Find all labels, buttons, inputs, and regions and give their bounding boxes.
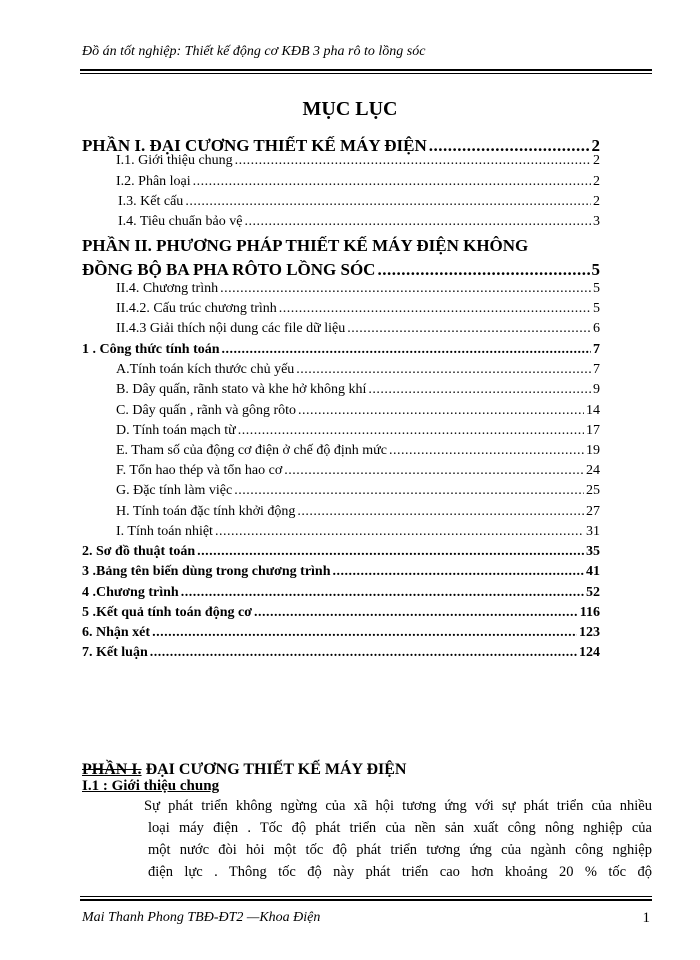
toc-entry-page: 41 bbox=[586, 564, 600, 579]
toc-entry[interactable] bbox=[116, 301, 600, 317]
toc-entry-page: 116 bbox=[579, 605, 600, 620]
toc-entry-page: 5 bbox=[593, 301, 600, 316]
page-number: 1 bbox=[642, 910, 650, 926]
toc-entry-page: 52 bbox=[586, 585, 600, 600]
running-header: Đồ án tốt nghiệp: Thiết kế động cơ KĐB 3 pha rô to lồng sóc bbox=[82, 44, 426, 59]
toc-entry[interactable] bbox=[116, 524, 600, 540]
toc-entry-text: I.2. Phân loại bbox=[116, 174, 191, 189]
toc-entry-page: 3 bbox=[593, 214, 600, 229]
toc-entry-text: 5 .Kết quả tính toán động cơ bbox=[82, 605, 252, 620]
toc-entry[interactable] bbox=[116, 321, 600, 337]
header-rule-thick bbox=[80, 69, 652, 71]
toc-entry-page: 19 bbox=[586, 443, 600, 458]
paragraph-line: điện lực . Thông tốc độ này phát triển cao hơn khoảng 20 % tốc độ bbox=[148, 864, 652, 880]
toc-entry-page: 2 bbox=[591, 136, 600, 155]
footer-rule-thin bbox=[80, 896, 652, 897]
toc-entry-text: I.4. Tiêu chuẩn bảo vệ bbox=[118, 214, 243, 229]
toc-entry-page: 25 bbox=[586, 483, 600, 498]
paragraph-line: loại máy điện . Tốc độ phát triển của nền sản xuất công nông nghiệp của bbox=[148, 820, 652, 836]
paragraph-line: một nước đòi hỏi một tốc độ phát triển tương ứng của ngành công nghiệp bbox=[148, 842, 652, 858]
toc-entry-page: 5 bbox=[591, 260, 600, 279]
toc-entry-text: F. Tổn hao thép và tổn hao cơ bbox=[116, 463, 283, 478]
toc-title: MỤC LỤC bbox=[302, 98, 398, 120]
toc-entry-page: 2 bbox=[593, 153, 600, 168]
paragraph-line: Sự phát triển không ngừng của xã hội tương ứng với sự phát triển của nhiều bbox=[144, 798, 652, 814]
toc-entry[interactable] bbox=[82, 564, 600, 580]
toc-entry-text: C. Dây quấn , rãnh và gông rôto bbox=[116, 403, 297, 418]
toc-entry[interactable] bbox=[116, 382, 600, 398]
toc-entry[interactable] bbox=[82, 544, 600, 560]
toc-entry-page: 27 bbox=[586, 504, 600, 519]
toc-entry[interactable] bbox=[116, 403, 600, 419]
toc-entry-text: I.3. Kết cấu bbox=[118, 194, 184, 209]
section-heading bbox=[82, 761, 406, 779]
toc-entry-page: 6 bbox=[593, 321, 600, 336]
toc-entry[interactable] bbox=[116, 362, 600, 378]
toc-entry-text: D. Tính toán mạch từ bbox=[116, 423, 236, 438]
toc-entry-text: II.4.3 Giải thích nội dung các file dữ liệu bbox=[116, 321, 346, 336]
toc-entry-page: 31 bbox=[586, 524, 600, 539]
toc-entry-text: A.Tính toán kích thước chủ yếu bbox=[116, 362, 295, 377]
toc-entry-text: PHẦN I. ĐẠI CƯƠNG THIẾT KẾ MÁY ĐIỆN bbox=[82, 136, 427, 155]
toc-entry-text: ĐỒNG BỘ BA PHA RÔTO LỒNG SÓC bbox=[82, 260, 376, 279]
toc-entry[interactable] bbox=[82, 342, 600, 358]
toc-entry[interactable] bbox=[116, 443, 600, 459]
toc-entry-page: 123 bbox=[579, 625, 600, 640]
body-paragraph bbox=[144, 795, 652, 883]
toc-entry-text: G. Đặc tính làm việc bbox=[116, 483, 233, 498]
toc-entry[interactable] bbox=[82, 625, 600, 641]
toc-entry-page: 24 bbox=[586, 463, 600, 478]
toc-entry-text: 6. Nhận xét bbox=[82, 625, 151, 640]
toc-entry-text: H. Tính toán đặc tính khởi động bbox=[116, 504, 296, 519]
toc-entry[interactable] bbox=[82, 260, 600, 280]
toc-entry-page: 17 bbox=[586, 423, 600, 438]
toc-entry[interactable] bbox=[118, 194, 600, 210]
toc-entry-page: 9 bbox=[593, 382, 600, 397]
footer-rule-thick bbox=[80, 899, 652, 901]
toc-entry[interactable] bbox=[82, 645, 600, 661]
toc-entry-page: 5 bbox=[593, 281, 600, 296]
toc-entry-page: 2 bbox=[593, 194, 600, 209]
toc-entry-text: B. Dây quấn, rãnh stato và khe hở không khí bbox=[116, 382, 367, 397]
toc-entry[interactable] bbox=[116, 174, 600, 190]
header-rule-thin bbox=[80, 73, 652, 74]
toc-entry[interactable] bbox=[116, 463, 600, 479]
toc-entry-text: E. Tham số của động cơ điện ở chế độ định mức bbox=[116, 443, 387, 458]
toc-entry-text: II.4.2. Cấu trúc chương trình bbox=[116, 301, 277, 316]
toc-entry[interactable] bbox=[82, 236, 600, 256]
toc-entry[interactable] bbox=[116, 281, 600, 297]
toc-entry-text: I. Tính toán nhiệt bbox=[116, 524, 213, 539]
toc-entry-text: 3 .Bảng tên biến dùng trong chương trình bbox=[82, 564, 331, 579]
toc-entry-page: 124 bbox=[579, 645, 600, 660]
toc-entry-page: 14 bbox=[586, 403, 600, 418]
toc-entry-page: 7 bbox=[593, 362, 600, 377]
toc-entry[interactable] bbox=[116, 423, 600, 439]
toc-entry[interactable] bbox=[82, 605, 600, 621]
section-heading-part: PHẦN I. bbox=[82, 761, 142, 778]
toc-entry-page: 2 bbox=[593, 174, 600, 189]
toc-entry-page: 35 bbox=[586, 544, 600, 559]
toc-entry-text: II.4. Chương trình bbox=[116, 281, 219, 296]
toc-entry[interactable] bbox=[116, 483, 600, 499]
toc-entry-text: PHẦN II. PHƯƠNG PHÁP THIẾT KẾ MÁY ĐIỆN KHÔNG bbox=[82, 236, 529, 255]
toc-entry[interactable] bbox=[118, 214, 600, 230]
toc-entry-text: 7. Kết luận bbox=[82, 645, 148, 660]
subsection-heading: I.1 : Giới thiệu chung bbox=[82, 778, 220, 794]
toc-entry-text: 1 . Công thức tính toán bbox=[82, 342, 220, 357]
running-footer: Mai Thanh Phong TBĐ-ĐT2 —Khoa Điện bbox=[82, 910, 321, 925]
toc-entry[interactable] bbox=[116, 504, 600, 520]
section-heading-title: ĐẠI CƯƠNG THIẾT KẾ MÁY ĐIỆN bbox=[141, 761, 407, 778]
toc-entry[interactable] bbox=[82, 585, 600, 601]
toc-entry-text: 4 .Chương trình bbox=[82, 585, 179, 600]
toc-entry-text: 2. Sơ đồ thuật toán bbox=[82, 544, 196, 559]
toc-entry-page: 7 bbox=[593, 342, 600, 357]
toc-entry-text: I.1. Giới thiệu chung bbox=[116, 153, 233, 168]
toc-entry[interactable] bbox=[116, 153, 600, 169]
